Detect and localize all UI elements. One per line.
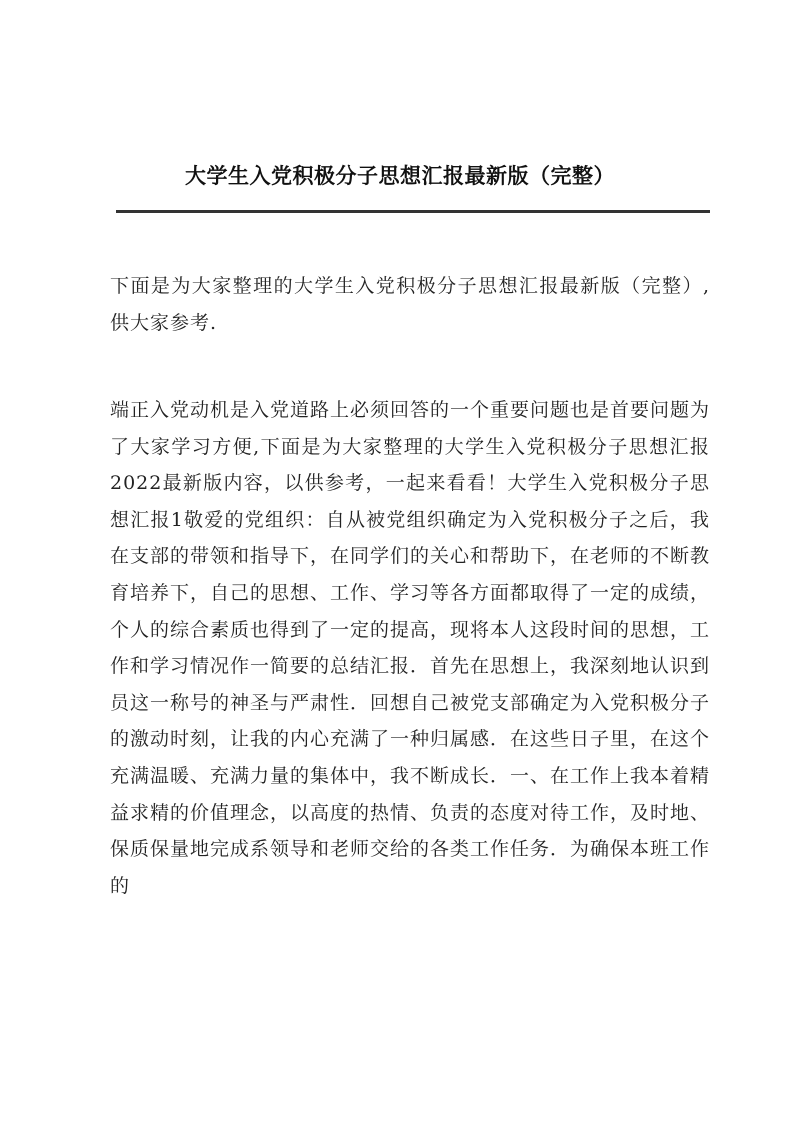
title-divider [116, 210, 710, 213]
document-title: 大学生入党积极分子思想汇报最新版（完整） [185, 164, 615, 188]
body-paragraph: 端正入党动机是入党道路上必须回答的一个重要问题也是首要问题为了大家学习方便,下面是为大家整理的大学生入党积极分子思想汇报2022最新版内容，以供参考，一起来看看！大学生入党积极分子思想汇报1敬爱的党组织：自从被党组织确定为入党积极分子之后，我在支部的带领和指导下，在同学们的关心和帮助下，在老师的不断教育培养下，自己的思想、工作、学习等各方面都取得了一定的成绩，个人的综合素质也得到了一定的提高，现将本人这段时间的思想，工作和学习情况作一简要的总结汇报．首先在思想上，我深刻地认识到员这一称号的神圣与严肃性．回想自己被党支部确定为入党积极分子的激动时刻，让我的内心充满了一种归属感．在这些日子里，在这个充满温暖、充满力量的集体中，我不断成长．一、在工作上我本着精益求精的价值理念，以高度的热情、负责的态度对待工作，及时地、保质保量地完成系领导和老师交给的各类工作任务．为确保本班工作的 [110, 399, 711, 897]
intro-paragraph: 下面是为大家整理的大学生入党积极分子思想汇报最新版（完整）,供大家参考. [110, 275, 710, 334]
